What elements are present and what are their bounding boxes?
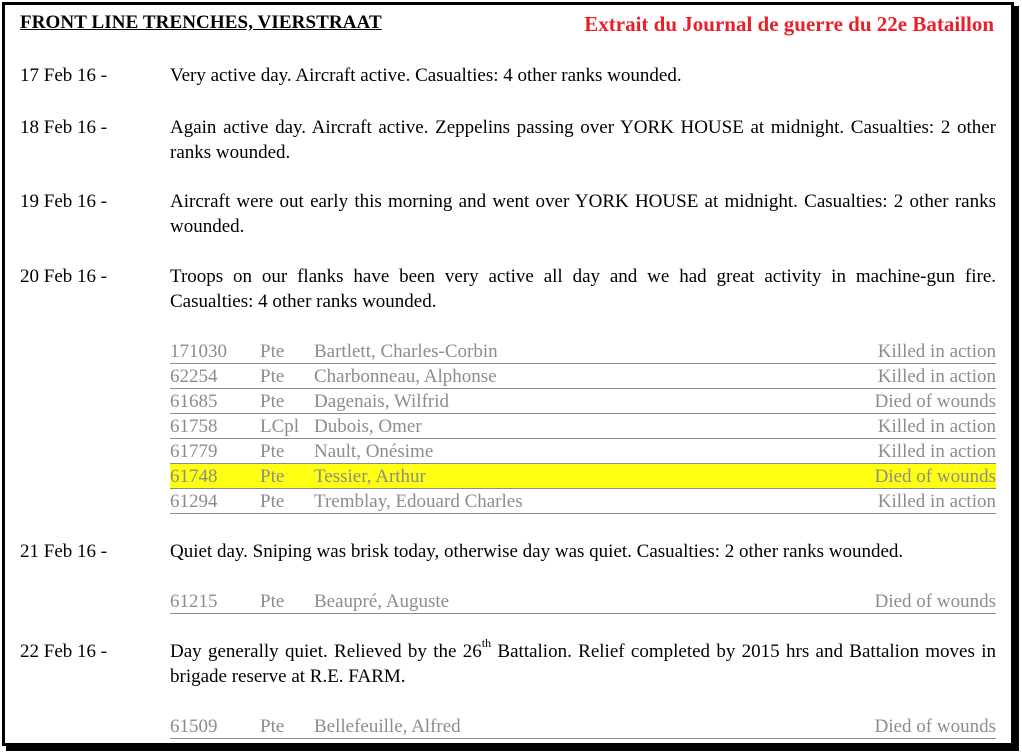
soldier-name: Beaupré, Auguste [314, 591, 450, 612]
casualty-status: Killed in action [877, 341, 996, 362]
diary-entry [20, 115, 996, 165]
casualty-status: Killed in action [877, 366, 996, 387]
casualty-status: Died of wounds [874, 716, 996, 737]
soldier-name: Charbonneau, Alphonse [314, 366, 497, 387]
casualty-row [170, 714, 996, 739]
page-title: FRONT LINE TRENCHES, VIERSTRAAT [20, 12, 382, 33]
entry-text: Again active day. Aircraft active. Zeppelins passing over YORK HOUSE at midnight. Casualties: 2 other ranks wounded. [170, 117, 996, 163]
rank: Pte [260, 591, 285, 612]
casualty-row [170, 414, 996, 439]
casualty-list [170, 339, 996, 514]
soldier-name: Tremblay, Edouard Charles [314, 491, 523, 512]
frame-shadow [6, 746, 1019, 751]
entry-date: 20 Feb 16 - [20, 266, 108, 287]
rank: Pte [260, 491, 285, 512]
rank: Pte [260, 716, 285, 737]
casualty-row [170, 439, 996, 464]
soldier-name: Nault, Onésime [314, 441, 434, 462]
rank: Pte [260, 466, 285, 487]
highlighted-casualty-row [170, 464, 996, 489]
entry-text-part: Battalion. Relief completed by 2015 hrs and Battalion moves in brigade reserve at R.E. FARM. [170, 641, 996, 687]
soldier-name: Dubois, Omer [314, 416, 422, 437]
entry-text: Troops on our flanks have been very active all day and we had great activity in machine-gun fire. Casualties: 4 other ranks wounded. [170, 266, 996, 312]
entry-date: 18 Feb 16 - [20, 117, 108, 138]
service-number: 61215 [170, 591, 218, 612]
casualty-status: Died of wounds [874, 591, 996, 612]
service-number: 61758 [170, 416, 218, 437]
entry-text: Aircraft were out early this morning and went over YORK HOUSE at midnight. Casualties: 2 other ranks wounded. [170, 191, 996, 237]
entry-date: 17 Feb 16 - [20, 65, 108, 86]
service-number: 61779 [170, 441, 218, 462]
rank: Pte [260, 341, 285, 362]
diary-entry [20, 63, 996, 88]
entry-date: 21 Feb 16 - [20, 541, 108, 562]
ordinal-suffix: th [481, 635, 492, 650]
diary-entry [20, 189, 996, 239]
casualty-row [170, 589, 996, 614]
entry-date: 19 Feb 16 - [20, 191, 108, 212]
diary-entry [20, 635, 996, 689]
casualty-row [170, 489, 996, 514]
casualty-status: Killed in action [877, 491, 996, 512]
soldier-name: Dagenais, Wilfrid [314, 391, 450, 412]
rank: Pte [260, 441, 285, 462]
diary-entry [20, 539, 996, 564]
soldier-name: Tessier, Arthur [314, 466, 426, 487]
service-number: 61509 [170, 716, 218, 737]
entry-date: 22 Feb 16 - [20, 641, 108, 662]
casualty-row [170, 364, 996, 389]
casualty-list [170, 714, 996, 739]
service-number: 61748 [170, 466, 218, 487]
rank: LCpl [260, 416, 300, 437]
rank: Pte [260, 391, 285, 412]
entry-text: Very active day. Aircraft active. Casualties: 4 other ranks wounded. [170, 65, 682, 86]
casualty-row [170, 339, 996, 364]
page-subtitle: Extrait du Journal de guerre du 22e Bataillon [584, 12, 994, 36]
casualty-list [170, 589, 996, 614]
service-number: 61294 [170, 491, 218, 512]
entry-text: Quiet day. Sniping was brisk today, otherwise day was quiet. Casualties: 2 other ranks wounded. [170, 541, 904, 562]
service-number: 61685 [170, 391, 218, 412]
casualty-status: Died of wounds [874, 466, 996, 487]
frame-shadow [1014, 6, 1019, 749]
diary-entry [20, 264, 996, 314]
soldier-name: Bartlett, Charles-Corbin [314, 341, 498, 362]
rank: Pte [260, 366, 285, 387]
service-number: 171030 [170, 341, 227, 362]
entry-text [170, 635, 996, 689]
casualty-row [170, 389, 996, 414]
service-number: 62254 [170, 366, 218, 387]
casualty-status: Died of wounds [874, 391, 996, 412]
soldier-name: Bellefeuille, Alfred [314, 716, 461, 737]
entry-text-part: Day generally quiet. Relieved by the 26 [170, 641, 482, 662]
casualty-status: Killed in action [877, 441, 996, 462]
casualty-status: Killed in action [877, 416, 996, 437]
